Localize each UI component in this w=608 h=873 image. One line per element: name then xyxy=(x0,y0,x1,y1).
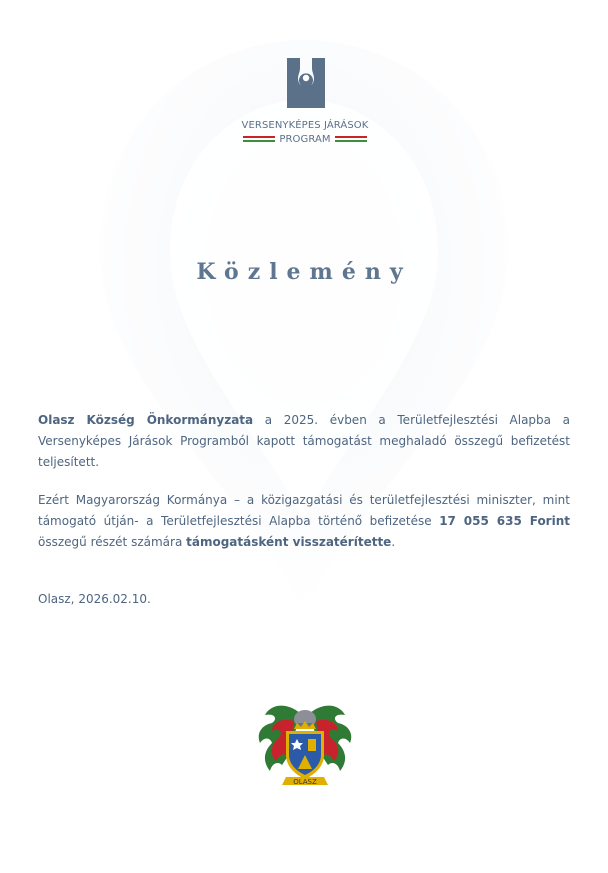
paragraph-refund xyxy=(38,490,570,553)
paragraph-intro-text: a 2025. évben a Területfejlesztési Alapba a Versenyképes Járások Programból kapott támogatást meghaladó összegű befizetést teljesített. xyxy=(38,413,570,469)
refund-phrase: támogatásként visszatérítette xyxy=(186,535,392,549)
paragraph-refund-text-b: összegű részét számára xyxy=(38,535,187,549)
logo-title: VERSENYKÉPES JÁRÁSOK xyxy=(241,120,369,131)
paragraph-intro xyxy=(38,410,570,473)
paragraph-refund-text-c: . xyxy=(391,535,396,549)
logo-subtitle: PROGRAM xyxy=(279,134,331,145)
coat-of-arms-icon xyxy=(250,693,360,793)
place-date: Olasz, 2026.02.10. xyxy=(38,592,151,606)
location-pin-icon xyxy=(287,58,325,108)
page-title: Közlemény xyxy=(196,259,412,285)
municipality-name: Olasz Község Önkormányzata xyxy=(38,413,254,427)
flag-stripe-right xyxy=(335,136,367,142)
crest-banner-text: OLASZ xyxy=(293,778,317,786)
paragraph-refund-text-a: Ezért Magyarország Kormánya – a közigazgatási és területfejlesztési miniszter, mint támogató útján- a Területfejlesztési Alapba történő befizetése xyxy=(38,493,570,528)
refund-amount: 17 055 635 Forint xyxy=(439,514,570,528)
